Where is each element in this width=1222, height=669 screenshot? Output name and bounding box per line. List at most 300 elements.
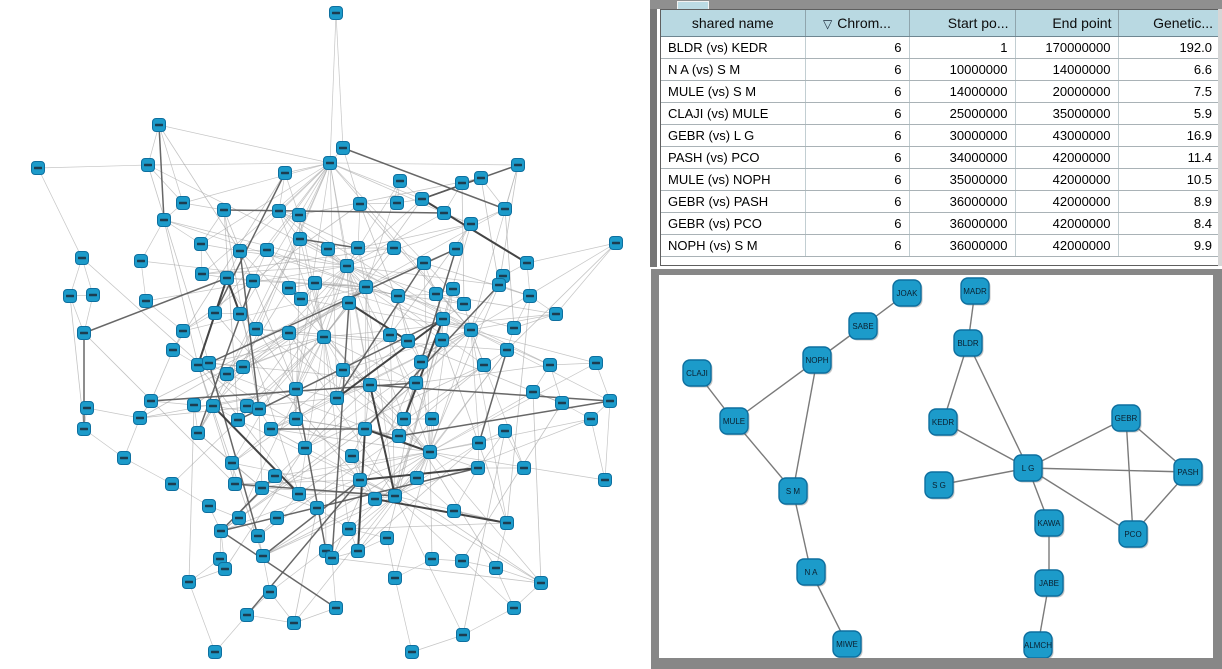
network-node[interactable] [196, 268, 209, 281]
network-node[interactable] [140, 295, 153, 308]
table-row[interactable] [661, 146, 1219, 168]
shared-name-cell[interactable]: MULE (vs) NOPH [661, 168, 805, 190]
value-cell[interactable]: 14000000 [909, 80, 1015, 102]
network-node[interactable] [954, 330, 984, 358]
network-node[interactable] [354, 198, 367, 211]
value-cell[interactable]: 42000000 [1015, 168, 1118, 190]
network-edge [968, 343, 1028, 468]
value-cell[interactable]: 6 [805, 102, 909, 124]
network-node[interactable] [450, 243, 463, 256]
value-cell[interactable]: 35000000 [1015, 102, 1118, 124]
network-edge [430, 452, 432, 559]
value-cell[interactable]: 7.5 [1118, 80, 1219, 102]
table-row[interactable] [661, 168, 1219, 190]
value-cell[interactable]: 14000000 [1015, 58, 1118, 80]
node-label: GEBR [1114, 414, 1138, 423]
value-cell[interactable]: 11.4 [1118, 146, 1219, 168]
network-node[interactable] [1035, 570, 1065, 598]
network-edge [148, 163, 330, 165]
node-label: NOPH [805, 356, 829, 365]
column-header[interactable]: ▽ Chrom... [805, 10, 909, 36]
shared-name-cell[interactable]: PASH (vs) PCO [661, 146, 805, 168]
network-node[interactable] [283, 327, 296, 340]
shared-name-cell[interactable]: GEBR (vs) L G [661, 124, 805, 146]
network-edge [463, 608, 514, 635]
network-node[interactable] [1112, 405, 1142, 433]
network-node[interactable] [78, 423, 91, 436]
value-cell[interactable]: 8.9 [1118, 190, 1219, 212]
shared-name-cell[interactable]: NOPH (vs) S M [661, 234, 805, 256]
shared-name-cell[interactable]: N A (vs) S M [661, 58, 805, 80]
network-node[interactable] [337, 364, 350, 377]
network-node[interactable] [499, 203, 512, 216]
network-node[interactable] [195, 238, 208, 251]
network-edge [422, 165, 518, 199]
network-node[interactable] [331, 392, 344, 405]
network-node[interactable] [218, 204, 231, 217]
network-node[interactable] [418, 257, 431, 270]
network-node[interactable] [430, 288, 443, 301]
filter-funnel-icon[interactable]: ▽ [823, 16, 833, 31]
value-cell[interactable]: 34000000 [909, 146, 1015, 168]
network-node[interactable] [424, 446, 437, 459]
value-cell[interactable]: 6 [805, 168, 909, 190]
column-header[interactable]: Genetic... [1118, 10, 1219, 36]
network-node[interactable] [219, 563, 232, 576]
network-node[interactable] [234, 245, 247, 258]
network-node[interactable] [252, 530, 265, 543]
network-node[interactable] [167, 344, 180, 357]
network-edge [294, 508, 317, 623]
network-edge [247, 615, 294, 623]
value-cell[interactable]: 42000000 [1015, 212, 1118, 234]
network-node[interactable] [610, 237, 623, 250]
network-node[interactable] [392, 290, 405, 303]
network-edge [202, 163, 330, 274]
node-label: S G [932, 481, 946, 490]
network-node[interactable] [426, 413, 439, 426]
toolbar-strip [650, 0, 1222, 9]
network-node[interactable] [337, 142, 350, 155]
network-node[interactable] [508, 602, 521, 615]
network-edge [336, 13, 343, 148]
value-cell[interactable]: 6 [805, 36, 909, 58]
value-cell[interactable]: 35000000 [909, 168, 1015, 190]
network-node[interactable] [512, 159, 525, 172]
value-cell[interactable]: 192.0 [1118, 36, 1219, 58]
network-node[interactable] [241, 400, 254, 413]
network-node[interactable] [203, 357, 216, 370]
network-node[interactable] [265, 423, 278, 436]
network-node[interactable] [209, 307, 222, 320]
network-node[interactable] [241, 609, 254, 622]
network-node[interactable] [247, 275, 260, 288]
network-node[interactable] [683, 360, 713, 388]
network-node[interactable] [330, 7, 343, 20]
network-node[interactable] [209, 646, 222, 659]
network-node[interactable] [518, 462, 531, 475]
shared-name-cell[interactable]: MULE (vs) S M [661, 80, 805, 102]
network-node[interactable] [521, 257, 534, 270]
network-node[interactable] [215, 525, 228, 538]
value-cell[interactable]: 8.4 [1118, 212, 1219, 234]
network-node[interactable] [508, 322, 521, 335]
network-node[interactable] [293, 488, 306, 501]
network-node[interactable] [87, 289, 100, 302]
network-node[interactable] [499, 425, 512, 438]
value-cell[interactable]: 36000000 [909, 212, 1015, 234]
value-cell[interactable]: 30000000 [909, 124, 1015, 146]
network-node[interactable] [32, 162, 45, 175]
network-edge [605, 401, 610, 480]
network-node[interactable] [311, 502, 324, 515]
value-cell[interactable]: 6 [805, 212, 909, 234]
network-edge [412, 635, 463, 652]
network-node[interactable] [456, 555, 469, 568]
network-edge [221, 531, 336, 608]
panel-tab[interactable] [677, 1, 709, 9]
right-panel [650, 0, 1222, 669]
network-node[interactable] [550, 308, 563, 321]
network-edge [527, 243, 616, 263]
network-node[interactable] [436, 334, 449, 347]
table-row[interactable] [661, 58, 1219, 80]
value-cell[interactable]: 43000000 [1015, 124, 1118, 146]
value-cell[interactable]: 42000000 [1015, 146, 1118, 168]
value-cell[interactable]: 10.5 [1118, 168, 1219, 190]
network-node[interactable] [389, 572, 402, 585]
table-row[interactable] [661, 80, 1219, 102]
network-node[interactable] [177, 197, 190, 210]
network-node[interactable] [1119, 521, 1149, 549]
network-node[interactable] [389, 490, 402, 503]
network-node[interactable] [1024, 632, 1054, 658]
value-cell[interactable]: 6.6 [1118, 58, 1219, 80]
network-node[interactable] [527, 386, 540, 399]
network-node[interactable] [253, 403, 266, 416]
network-node[interactable] [330, 602, 343, 615]
value-cell[interactable]: 6 [805, 80, 909, 102]
network-node[interactable] [720, 408, 750, 436]
network-node[interactable] [279, 167, 292, 180]
network-node[interactable] [309, 277, 322, 290]
network-edge [332, 303, 349, 558]
network-node[interactable] [221, 368, 234, 381]
network-node[interactable] [226, 457, 239, 470]
network-node[interactable] [341, 260, 354, 273]
network-node[interactable] [232, 414, 245, 427]
shared-name-cell[interactable]: GEBR (vs) PASH [661, 190, 805, 212]
table-row[interactable] [661, 124, 1219, 146]
network-edge [38, 168, 82, 258]
network-node[interactable] [501, 344, 514, 357]
network-node[interactable] [81, 402, 94, 415]
shared-name-cell[interactable]: CLAJI (vs) MULE [661, 102, 805, 124]
value-cell[interactable]: 16.9 [1118, 124, 1219, 146]
node-label: MADR [963, 287, 987, 296]
network-node[interactable] [203, 500, 216, 513]
network-node[interactable] [145, 395, 158, 408]
network-node[interactable] [343, 297, 356, 310]
node-label: L G [1021, 464, 1035, 473]
network-node[interactable] [556, 397, 569, 410]
network-node[interactable] [256, 482, 269, 495]
node-label: JOAK [896, 289, 918, 298]
network-edge [1028, 468, 1188, 472]
table-header-row [661, 10, 1219, 36]
table-scrollbar[interactable] [1218, 9, 1222, 266]
shared-name-cell[interactable]: GEBR (vs) PCO [661, 212, 805, 234]
network-node[interactable] [134, 412, 147, 425]
network-node[interactable] [384, 329, 397, 342]
network-node[interactable] [269, 470, 282, 483]
network-node[interactable] [264, 586, 277, 599]
network-node[interactable] [465, 218, 478, 231]
network-node[interactable] [288, 617, 301, 630]
table-row[interactable] [661, 190, 1219, 212]
detail-network-canvas[interactable] [659, 275, 1213, 658]
network-node[interactable] [261, 244, 274, 257]
network-edge [332, 558, 336, 608]
network-node[interactable] [135, 255, 148, 268]
panel-divider[interactable] [650, 0, 657, 267]
network-node[interactable] [354, 474, 367, 487]
network-edge [271, 429, 395, 496]
table-row[interactable] [661, 102, 1219, 124]
network-node[interactable] [295, 293, 308, 306]
column-header[interactable]: shared name [661, 10, 805, 36]
value-cell[interactable]: 36000000 [909, 234, 1015, 256]
network-node[interactable] [76, 252, 89, 265]
network-node[interactable] [118, 452, 131, 465]
network-node[interactable] [283, 282, 296, 295]
network-edge [481, 178, 499, 285]
network-node[interactable] [599, 474, 612, 487]
edge-attribute-table [661, 10, 1219, 257]
network-node[interactable] [524, 290, 537, 303]
network-node[interactable] [364, 379, 377, 392]
value-cell[interactable]: 5.9 [1118, 102, 1219, 124]
network-node[interactable] [221, 272, 234, 285]
network-node[interactable] [779, 478, 809, 506]
detail-network-panel [651, 269, 1222, 669]
network-node[interactable] [490, 562, 503, 575]
column-header[interactable]: End point [1015, 10, 1118, 36]
network-node[interactable] [183, 576, 196, 589]
node-label: PASH [1177, 468, 1199, 477]
network-node[interactable] [166, 478, 179, 491]
node-label: MULE [722, 417, 746, 426]
network-node[interactable] [177, 325, 190, 338]
network-node[interactable] [294, 233, 307, 246]
network-node[interactable] [234, 308, 247, 321]
network-node[interactable] [535, 577, 548, 590]
network-node[interactable] [343, 523, 356, 536]
network-node[interactable] [318, 331, 331, 344]
network-node[interactable] [233, 512, 246, 525]
network-node[interactable] [456, 177, 469, 190]
column-header[interactable]: Start po... [909, 10, 1015, 36]
network-edge [591, 419, 605, 480]
network-node[interactable] [237, 361, 250, 374]
network-node[interactable] [381, 532, 394, 545]
network-node[interactable] [1035, 510, 1065, 538]
network-node[interactable] [271, 512, 284, 525]
value-cell[interactable]: 6 [805, 58, 909, 80]
network-node[interactable] [438, 207, 451, 220]
value-cell[interactable]: 9.9 [1118, 234, 1219, 256]
network-node[interactable] [604, 395, 617, 408]
network-edge [296, 419, 399, 436]
network-node[interactable] [458, 298, 471, 311]
value-cell[interactable]: 6 [805, 234, 909, 256]
network-edge [330, 163, 518, 165]
network-edge [124, 458, 172, 484]
network-node[interactable] [803, 347, 833, 375]
network-edge [215, 173, 285, 313]
network-edge [330, 163, 422, 199]
network-edge [324, 337, 326, 551]
network-edge [271, 429, 430, 452]
network-node[interactable] [352, 242, 365, 255]
network-node[interactable] [388, 242, 401, 255]
network-edge [390, 224, 471, 335]
shared-name-cell[interactable]: BLDR (vs) KEDR [661, 36, 805, 58]
network-node[interactable] [544, 359, 557, 372]
network-node[interactable] [472, 462, 485, 475]
network-node[interactable] [324, 157, 337, 170]
network-node[interactable] [290, 383, 303, 396]
network-edge [1126, 418, 1133, 534]
network-node[interactable] [893, 280, 923, 308]
network-node[interactable] [391, 197, 404, 210]
network-node[interactable] [585, 413, 598, 426]
network-node[interactable] [322, 243, 335, 256]
network-edge [330, 13, 336, 163]
value-cell[interactable]: 6 [805, 124, 909, 146]
network-node[interactable] [393, 430, 406, 443]
network-node[interactable] [326, 552, 339, 565]
node-label: ALMCH [1023, 641, 1053, 650]
network-node[interactable] [493, 279, 506, 292]
network-node[interactable] [1174, 459, 1204, 487]
network-node[interactable] [398, 413, 411, 426]
network-node[interactable] [797, 559, 827, 587]
network-node[interactable] [273, 205, 286, 218]
node-label: KEDR [931, 418, 955, 427]
network-edge [232, 370, 343, 463]
node-label: SABE [852, 322, 874, 331]
value-cell[interactable]: 1 [909, 36, 1015, 58]
network-edge [499, 165, 518, 285]
value-cell[interactable]: 6 [805, 146, 909, 168]
table-row[interactable] [661, 234, 1219, 256]
value-cell[interactable]: 10000000 [909, 58, 1015, 80]
network-node[interactable] [359, 423, 372, 436]
network-node[interactable] [188, 399, 201, 412]
network-node[interactable] [416, 193, 429, 206]
network-node[interactable] [447, 283, 460, 296]
network-edge [259, 409, 262, 488]
node-label: KAWA [1037, 519, 1061, 528]
value-cell[interactable]: 42000000 [1015, 190, 1118, 212]
network-node[interactable] [501, 517, 514, 530]
network-edge [221, 468, 478, 531]
value-cell[interactable]: 36000000 [909, 190, 1015, 212]
network-node[interactable] [465, 324, 478, 337]
network-node[interactable] [478, 359, 491, 372]
network-node[interactable] [961, 278, 991, 306]
network-node[interactable] [142, 159, 155, 172]
network-edge [289, 333, 296, 419]
network-edge [395, 578, 412, 652]
network-node[interactable] [78, 327, 91, 340]
table-row[interactable] [661, 212, 1219, 234]
network-node[interactable] [1014, 455, 1044, 483]
network-node[interactable] [411, 472, 424, 485]
network-node[interactable] [426, 553, 439, 566]
value-cell[interactable]: 25000000 [909, 102, 1015, 124]
network-node[interactable] [437, 313, 450, 326]
network-node[interactable] [346, 450, 359, 463]
network-node[interactable] [369, 493, 382, 506]
value-cell[interactable]: 170000000 [1015, 36, 1118, 58]
value-cell[interactable]: 42000000 [1015, 234, 1118, 256]
network-node[interactable] [250, 323, 263, 336]
network-edge [151, 303, 349, 401]
network-node[interactable] [207, 400, 220, 413]
network-edge [84, 278, 227, 333]
network-node[interactable] [153, 119, 166, 132]
network-node[interactable] [849, 313, 879, 341]
network-node[interactable] [448, 505, 461, 518]
network-node[interactable] [229, 478, 242, 491]
network-node[interactable] [293, 209, 306, 222]
network-node[interactable] [257, 550, 270, 563]
network-node[interactable] [352, 545, 365, 558]
network-edge [213, 406, 299, 494]
network-node[interactable] [925, 472, 955, 500]
network-edge [189, 582, 215, 652]
network-node[interactable] [299, 442, 312, 455]
network-node[interactable] [415, 356, 428, 369]
network-node[interactable] [457, 629, 470, 642]
network-node[interactable] [929, 409, 959, 437]
network-node[interactable] [410, 377, 423, 390]
network-node[interactable] [473, 437, 486, 450]
network-node[interactable] [290, 413, 303, 426]
network-node[interactable] [64, 290, 77, 303]
network-node[interactable] [394, 175, 407, 188]
network-node[interactable] [158, 214, 171, 227]
network-node[interactable] [402, 335, 415, 348]
network-edge [202, 248, 394, 274]
network-node[interactable] [475, 172, 488, 185]
network-node[interactable] [192, 427, 205, 440]
network-node[interactable] [590, 357, 603, 370]
network-node[interactable] [406, 646, 419, 659]
node-label: PCO [1124, 530, 1142, 539]
network-node[interactable] [360, 281, 373, 294]
value-cell[interactable]: 6 [805, 190, 909, 212]
table-body [661, 36, 1219, 256]
table-row[interactable] [661, 36, 1219, 58]
node-label: S M [785, 487, 801, 496]
value-cell[interactable]: 20000000 [1015, 80, 1118, 102]
network-edge [533, 392, 541, 583]
network-edge [151, 350, 173, 401]
network-node[interactable] [833, 631, 863, 658]
